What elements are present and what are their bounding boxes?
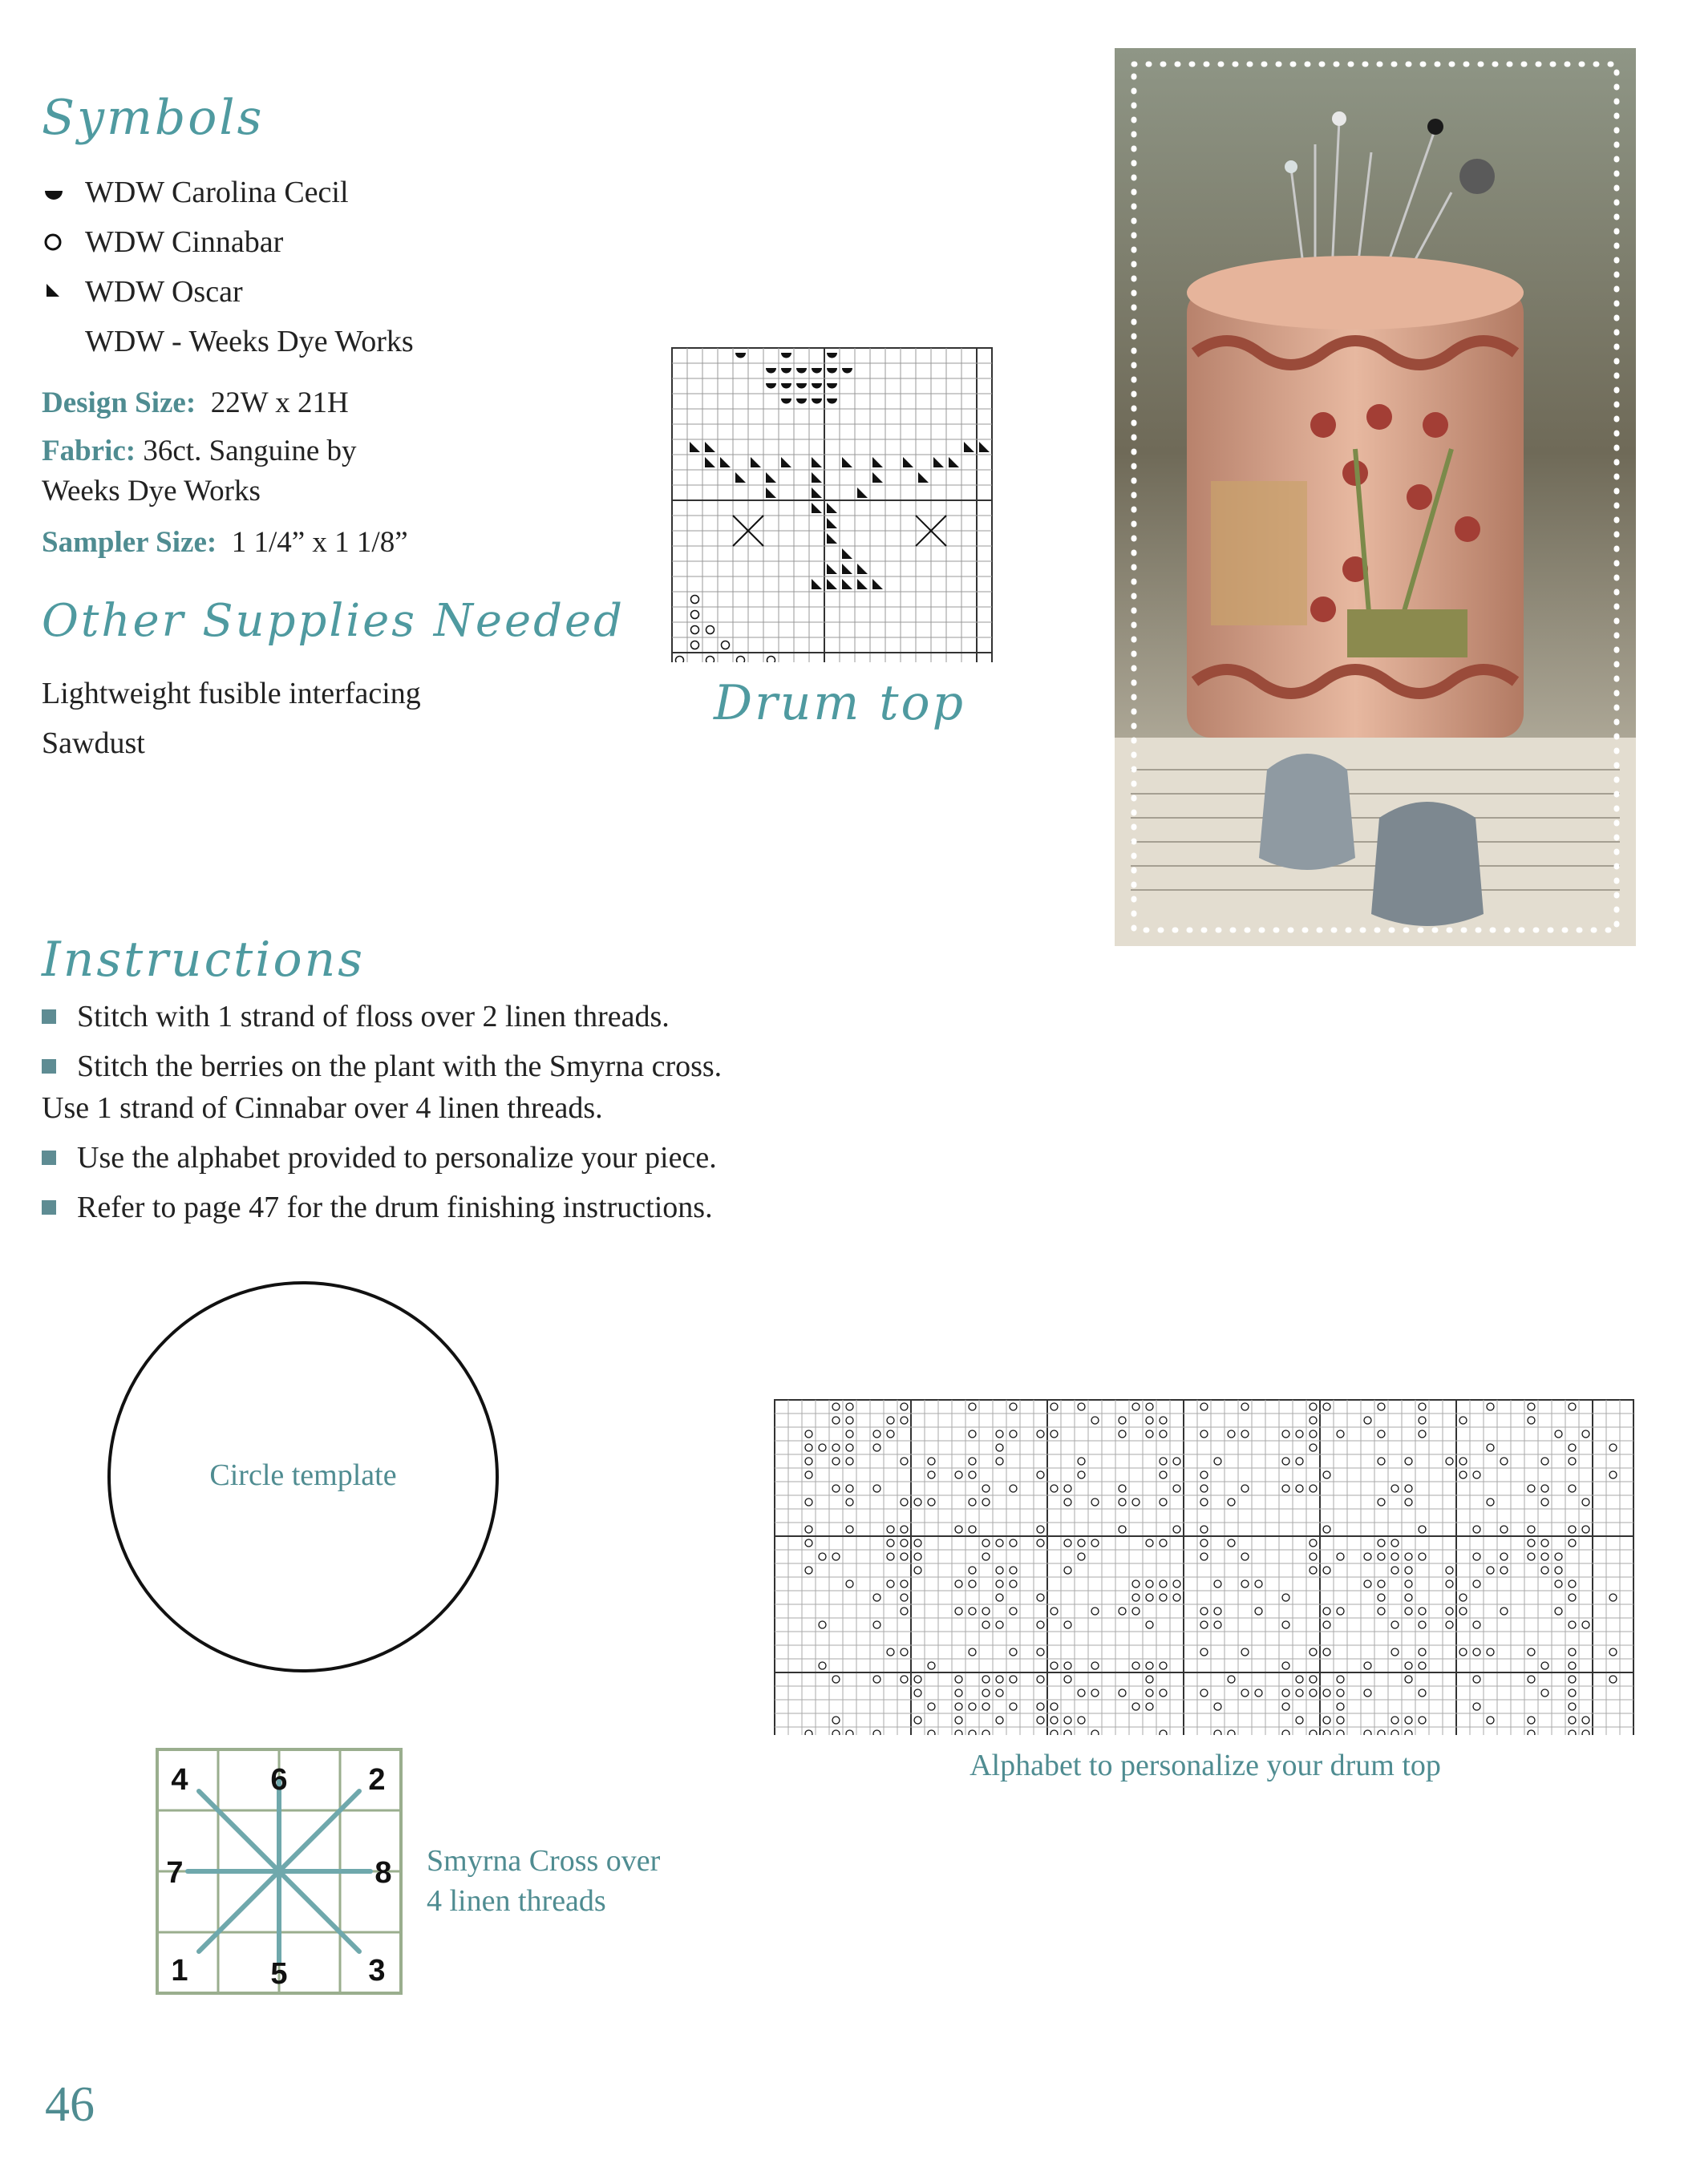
- smyrna-number-1: 1: [171, 1954, 188, 1988]
- half-circle-filled-icon: [42, 175, 85, 210]
- symbol-abbrev: [85, 324, 414, 359]
- pincushion-photo: [1115, 48, 1636, 946]
- sampler-size: [42, 523, 408, 563]
- design-size: [42, 383, 349, 423]
- smyrna-number-5: 5: [270, 1957, 288, 1991]
- bullet-square-icon: [42, 1151, 56, 1165]
- page-number: 46: [45, 2077, 95, 2132]
- instruction-text: Refer to page 47 for the drum finishing instructions.: [77, 1191, 713, 1224]
- drum-top-caption: Drum top: [714, 675, 966, 731]
- fabric-value-2: Weeks Dye Works: [42, 475, 261, 508]
- instruction-list: [42, 996, 722, 1228]
- smyrna-caption-line: Smyrna Cross over: [427, 1844, 661, 1878]
- symbol-label: WDW Carolina Cecil: [85, 176, 349, 209]
- smyrna-number-4: 4: [171, 1763, 188, 1797]
- smyrna-number-2: 2: [368, 1763, 386, 1797]
- smyrna-cross-diagram: [156, 1748, 404, 1996]
- drum-top-chart: [669, 345, 998, 662]
- smyrna-number-8: 8: [374, 1856, 392, 1890]
- supplies-heading: Other Supplies Needed: [42, 595, 625, 647]
- symbol-row-carolina-cecil: [42, 175, 349, 210]
- smyrna-number-7: 7: [166, 1856, 184, 1890]
- instruction-text: Use the alphabet provided to personalize your piece.: [77, 1141, 717, 1175]
- supply-item: Sawdust: [42, 726, 145, 760]
- bullet-square-icon: [42, 1059, 56, 1074]
- sampler-size-label: Sampler Size:: [42, 526, 217, 559]
- instruction-text: Stitch the berries on the plant with the Smyrna cross.: [77, 1050, 723, 1083]
- fabric: [42, 431, 357, 512]
- instruction-item: [42, 996, 722, 1037]
- instructions-heading: Instructions: [42, 932, 366, 988]
- bullet-square-icon: [42, 1200, 56, 1215]
- sampler-size-value: 1 1/4” x 1 1/8”: [231, 526, 408, 559]
- supply-item: Lightweight fusible interfacing: [42, 677, 421, 710]
- smyrna-number-3: 3: [368, 1954, 386, 1988]
- open-circle-icon: [42, 224, 85, 260]
- symbols-heading: Symbols: [42, 90, 265, 146]
- smyrna-caption: [427, 1841, 660, 1921]
- instruction-item: [42, 1045, 722, 1087]
- filled-triangle-icon: [42, 274, 85, 309]
- symbol-row-oscar: [42, 274, 243, 309]
- alphabet-caption: Alphabet to personalize your drum top: [970, 1749, 1441, 1782]
- instruction-item: [42, 1187, 722, 1228]
- design-size-value: 22W x 21H: [210, 386, 349, 419]
- smyrna-number-6: 6: [270, 1763, 288, 1797]
- circle-template-label: Circle template: [209, 1458, 397, 1492]
- instruction-item: [42, 1137, 722, 1179]
- symbol-label: WDW Oscar: [85, 275, 243, 309]
- symbol-row-cinnabar: [42, 224, 283, 260]
- instruction-text: Stitch with 1 strand of floss over 2 linen threads.: [77, 1000, 670, 1033]
- fabric-value: 36ct. Sanguine by: [143, 435, 357, 467]
- instruction-item-continued: Use 1 strand of Cinnabar over 4 linen threads.: [42, 1091, 603, 1125]
- symbol-label: WDW Cinnabar: [85, 225, 284, 259]
- alphabet-chart: [773, 1398, 1637, 1735]
- supplies-list: [42, 669, 421, 768]
- abbrev-text: WDW - Weeks Dye Works: [85, 325, 414, 358]
- fabric-label: Fabric:: [42, 435, 136, 467]
- smyrna-caption-line: 4 linen threads: [427, 1884, 606, 1918]
- design-size-label: Design Size:: [42, 386, 196, 419]
- bullet-square-icon: [42, 1009, 56, 1024]
